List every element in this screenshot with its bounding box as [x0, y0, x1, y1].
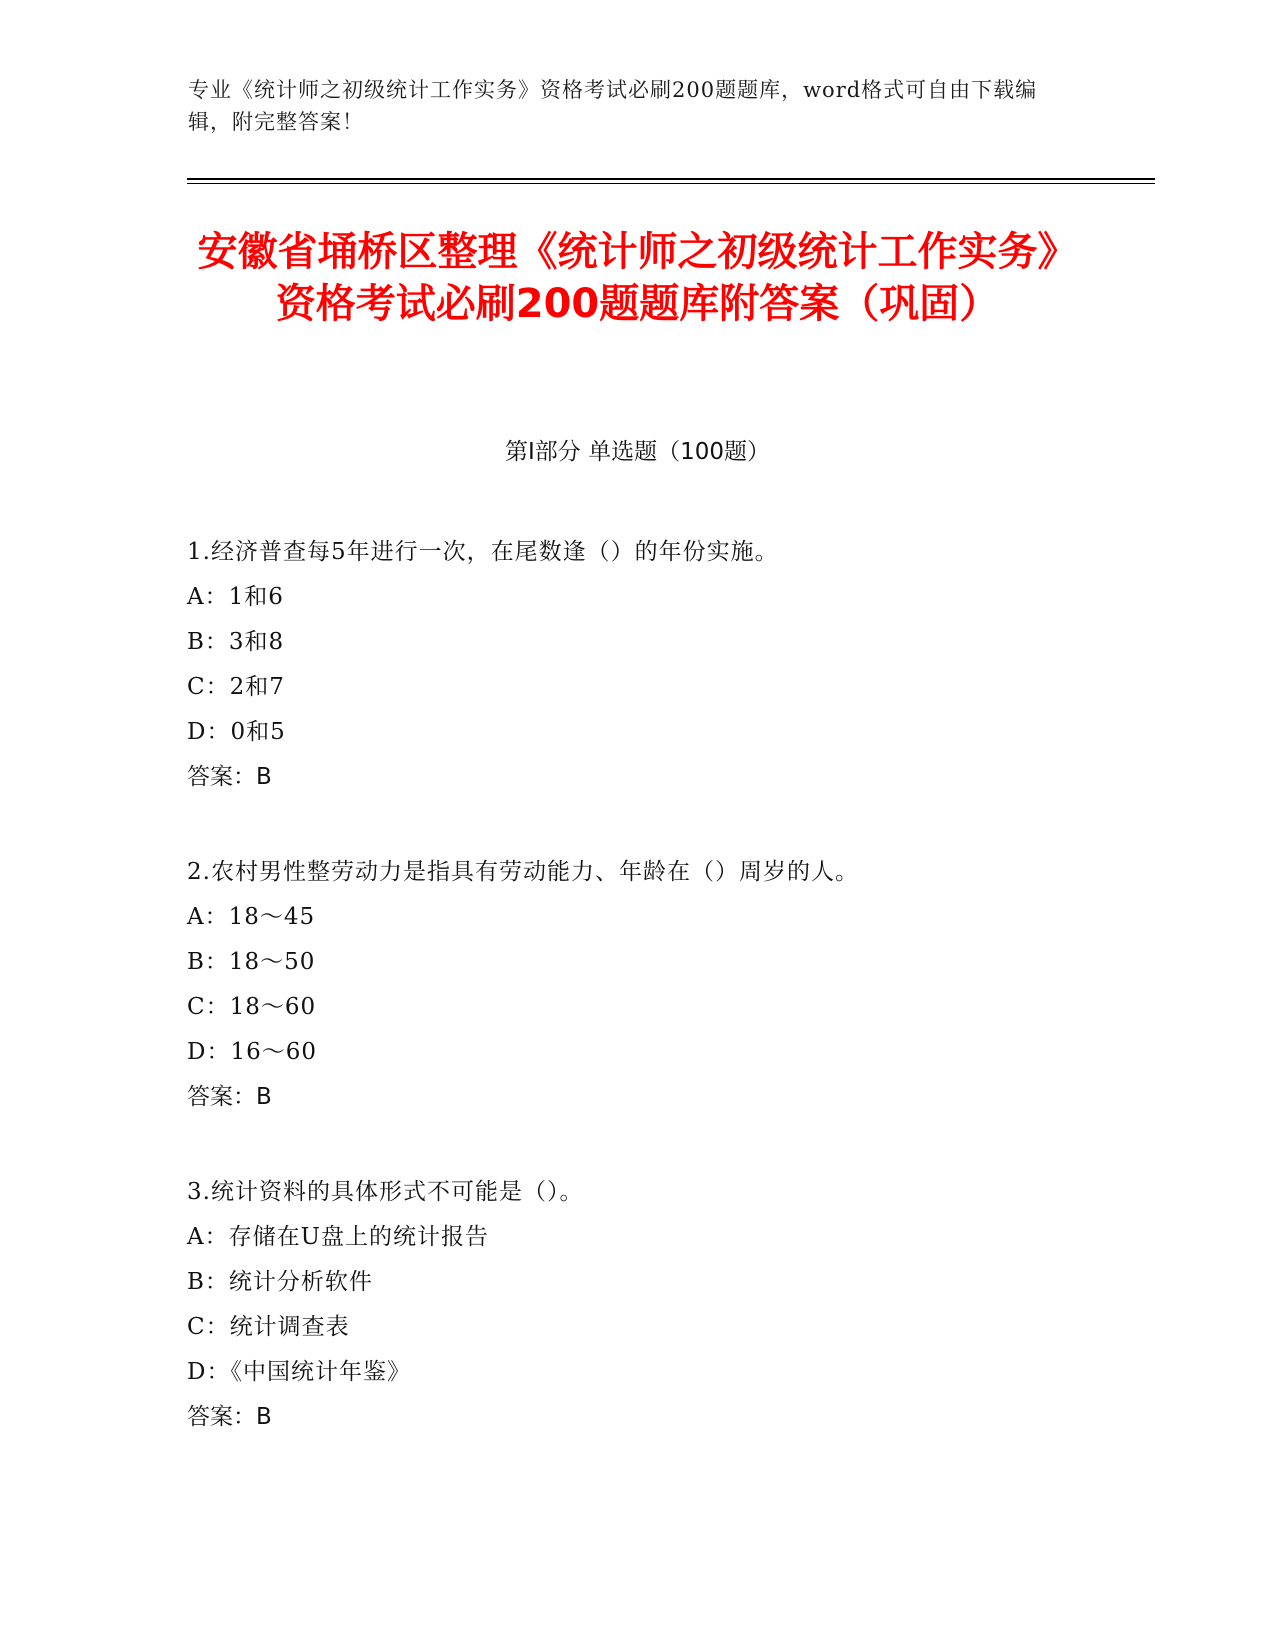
option-a: A：1和6 — [187, 584, 284, 610]
option-d: D：0和5 — [187, 719, 286, 745]
document-title: 安徽省埇桥区整理《统计师之初级统计工作实务》资格考试必刷200题题库附答案（巩固） — [197, 229, 1078, 327]
section-heading: 第I部分 单选题（100题） — [505, 439, 770, 465]
header-note: 专业《统计师之初级统计工作实务》资格考试必刷200题题库，word格式可自由下载编辑，附完整答案！ — [188, 78, 1038, 134]
option-a: A：存储在U盘上的统计报告 — [187, 1224, 489, 1250]
question-2 — [187, 850, 1147, 1120]
option-b: B：统计分析软件 — [187, 1269, 373, 1295]
question-stem: 3.统计资料的具体形式不可能是（）。 — [187, 1179, 584, 1205]
question-1 — [187, 530, 1147, 800]
option-d: D：16～60 — [187, 1039, 317, 1065]
header-divider-thin — [187, 183, 1155, 184]
header-divider-thick — [187, 178, 1155, 180]
question-stem: 2.农村男性整劳动力是指具有劳动能力、年龄在（）周岁的人。 — [187, 859, 859, 885]
option-b: B：18～50 — [187, 949, 316, 975]
answer-label: 答案：B — [187, 1404, 272, 1430]
option-c: C：2和7 — [187, 674, 285, 700]
option-b: B：3和8 — [187, 629, 285, 655]
option-d: D：《中国统计年鉴》 — [187, 1359, 411, 1385]
answer-label: 答案：B — [187, 764, 272, 790]
option-c: C：18～60 — [187, 994, 317, 1020]
question-3 — [187, 1170, 1147, 1440]
option-a: A：18～45 — [187, 904, 316, 930]
option-c: C：统计调查表 — [187, 1314, 350, 1340]
answer-label: 答案：B — [187, 1084, 272, 1110]
question-stem: 1.经济普查每5年进行一次，在尾数逢（）的年份实施。 — [187, 539, 779, 565]
